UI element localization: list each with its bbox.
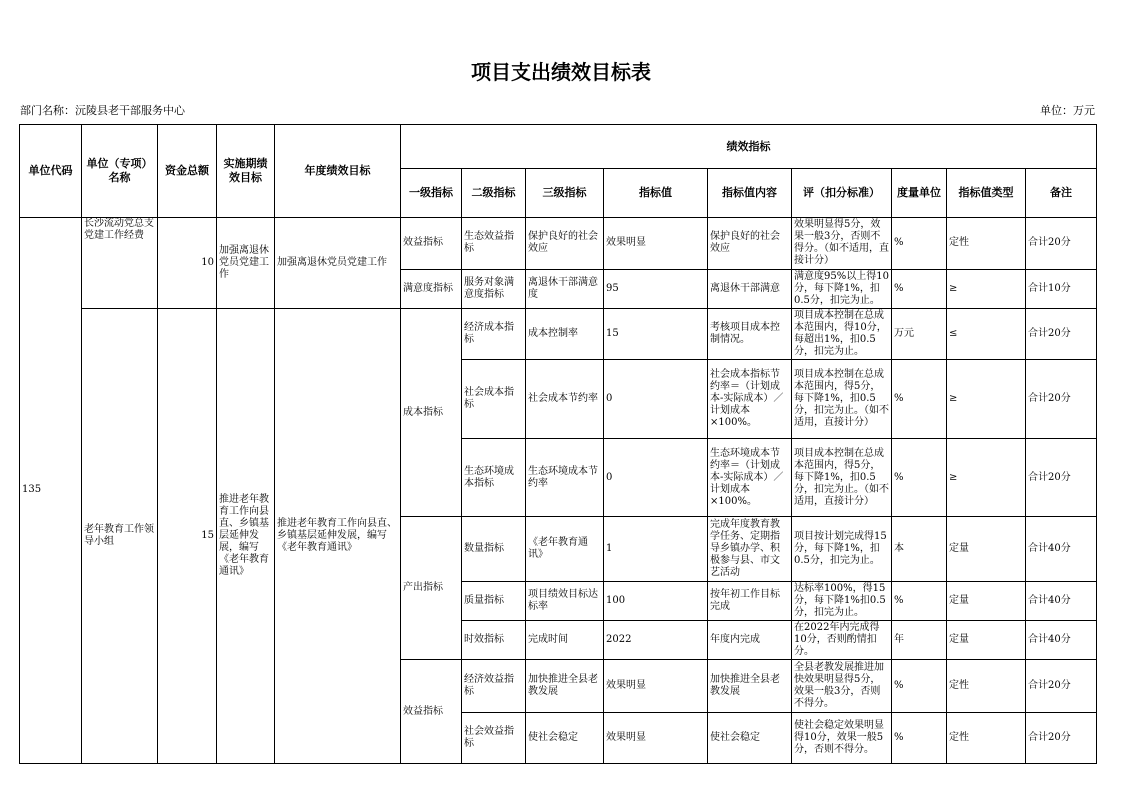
note-cell: 合计20分 xyxy=(1026,360,1097,438)
level2-cell: 经济成本指标 xyxy=(462,309,526,360)
header-level1: 一级指标 xyxy=(401,169,462,217)
content-cell: 考核项目成本控制情况。 xyxy=(708,309,792,360)
value-type-cell: 定性 xyxy=(947,712,1026,763)
level3-cell: 生态环境成本节约率 xyxy=(526,438,604,516)
measure-unit-cell: % xyxy=(892,269,947,308)
measure-unit-cell: % xyxy=(892,581,947,620)
level1-cell: 成本指标 xyxy=(401,309,462,517)
score-cell: 在2022年内完成得10分，否则酌情扣分。 xyxy=(792,621,892,660)
level1-cell: 满意度指标 xyxy=(401,269,462,308)
table-row xyxy=(20,309,1097,360)
level2-cell: 质量指标 xyxy=(462,581,526,620)
level3-cell: 成本控制率 xyxy=(526,309,604,360)
level2-cell: 生态效益指标 xyxy=(462,217,526,269)
level2-cell: 数量指标 xyxy=(462,517,526,581)
value-cell: 2022 xyxy=(604,621,708,660)
measure-unit-cell: 万元 xyxy=(892,309,947,360)
level3-cell: 加快推进全县老教发展 xyxy=(526,660,604,712)
content-cell: 年度内完成 xyxy=(708,621,792,660)
value-type-cell: 定量 xyxy=(947,517,1026,581)
header-level3: 三级指标 xyxy=(526,169,604,217)
note-cell: 合计20分 xyxy=(1026,309,1097,360)
score-cell: 项目按计划完成得15分，每下降1%，扣0.5分，扣完为止。 xyxy=(792,517,892,581)
note-cell: 合计40分 xyxy=(1026,621,1097,660)
header-content: 指标值内容 xyxy=(708,169,792,217)
header-measure-unit: 度量单位 xyxy=(892,169,947,217)
value-type-cell: ≥ xyxy=(947,269,1026,308)
score-cell: 项目成本控制在总成本范围内，得5分，每下降1%，扣0.5分，扣完为止。（如不适用，直接计分） xyxy=(792,360,892,438)
department-name: 部门名称：沅陵县老干部服务中心 xyxy=(20,104,185,117)
period-goal-cell: 推进老年教育工作向县直、乡镇基层延伸发展，编写《老年教育通讯》 xyxy=(217,309,275,764)
value-cell: 15 xyxy=(604,309,708,360)
content-cell: 社会成本指标节约率＝（计划成本-实际成本）／计划成本×100%。 xyxy=(708,360,792,438)
header-unit-name: 单位（专项）名称 xyxy=(82,125,158,218)
period-goal-cell: 加强离退休党员党建工作 xyxy=(217,217,275,309)
content-cell: 使社会稳定 xyxy=(708,712,792,763)
value-type-cell: 定性 xyxy=(947,660,1026,712)
value-cell: 0 xyxy=(604,360,708,438)
level2-cell: 时效指标 xyxy=(462,621,526,660)
project-name-cell: 长沙流动党总支党建工作经费 xyxy=(82,217,158,309)
annual-goal-cell: 加强离退休党员党建工作 xyxy=(275,217,401,309)
level2-cell: 服务对象满意度指标 xyxy=(462,269,526,308)
level2-cell: 经济效益指标 xyxy=(462,660,526,712)
level3-cell: 社会成本节约率 xyxy=(526,360,604,438)
content-cell: 加快推进全县老教发展 xyxy=(708,660,792,712)
measure-unit-cell: % xyxy=(892,360,947,438)
level1-cell: 产出指标 xyxy=(401,517,462,660)
level3-cell: 完成时间 xyxy=(526,621,604,660)
note-cell: 合计40分 xyxy=(1026,581,1097,620)
value-cell: 效果明显 xyxy=(604,712,708,763)
measure-unit-cell: % xyxy=(892,660,947,712)
header-perf-indicators: 绩效指标 xyxy=(401,125,1097,169)
value-cell: 1 xyxy=(604,517,708,581)
header-score: 评（扣分标准） xyxy=(792,169,892,217)
score-cell: 全县老教发展推进加快效果明显得5分，效果一般3分，否则不得分。 xyxy=(792,660,892,712)
project-name-cell: 老年教育工作领导小组 xyxy=(82,309,158,764)
score-cell: 项目成本控制在总成本范围内，得10分，每超出1%，扣0.5分，扣完为止。 xyxy=(792,309,892,360)
value-type-cell: ≥ xyxy=(947,360,1026,438)
score-cell: 达标率100%，得15分，每下降1%扣0.5分，扣完为止。 xyxy=(792,581,892,620)
value-cell: 95 xyxy=(604,269,708,308)
project-funds-cell: 10 xyxy=(158,217,217,309)
measure-unit-cell: % xyxy=(892,712,947,763)
header-unit-code: 单位代码 xyxy=(20,125,82,218)
measure-unit-cell: % xyxy=(892,217,947,269)
note-cell: 合计20分 xyxy=(1026,660,1097,712)
value-type-cell: 定量 xyxy=(947,621,1026,660)
value-cell: 效果明显 xyxy=(604,660,708,712)
value-cell: 100 xyxy=(604,581,708,620)
page-title: 项目支出绩效目标表 xyxy=(471,60,651,84)
level3-cell: 离退休干部满意度 xyxy=(526,269,604,308)
measure-unit-cell: 本 xyxy=(892,517,947,581)
header-row-1 xyxy=(20,125,1097,169)
value-type-cell: 定性 xyxy=(947,217,1026,269)
level1-cell: 效益指标 xyxy=(401,217,462,269)
level3-cell: 项目绩效目标达标率 xyxy=(526,581,604,620)
note-cell: 合计40分 xyxy=(1026,517,1097,581)
content-cell: 保护良好的社会效应 xyxy=(708,217,792,269)
value-type-cell: ≥ xyxy=(947,438,1026,516)
measure-unit-cell: % xyxy=(892,438,947,516)
level2-cell: 社会效益指标 xyxy=(462,712,526,763)
header-value: 指标值 xyxy=(604,169,708,217)
level3-cell: 《老年教育通讯》 xyxy=(526,517,604,581)
note-cell: 合计20分 xyxy=(1026,217,1097,269)
project-funds-cell: 15 xyxy=(158,309,217,764)
level3-cell: 保护良好的社会效应 xyxy=(526,217,604,269)
score-cell: 项目成本控制在总成本范围内，得5分，每下降1%，扣0.5分，扣完为止。（如不适用，直接计分） xyxy=(792,438,892,516)
note-cell: 合计20分 xyxy=(1026,438,1097,516)
header-value-type: 指标值类型 xyxy=(947,169,1026,217)
currency-unit: 单位：万元 xyxy=(1040,104,1095,117)
note-cell: 合计20分 xyxy=(1026,712,1097,763)
annual-goal-cell: 推进老年教育工作向县直、乡镇基层延伸发展，编写《老年教育通讯》 xyxy=(275,309,401,764)
content-cell: 生态环境成本节约率＝（计划成本-实际成本）／计划成本×100%。 xyxy=(708,438,792,516)
performance-table xyxy=(19,124,1097,764)
level2-cell: 社会成本指标 xyxy=(462,360,526,438)
score-cell: 效果明显得5分，效果一般3分，否则不得分。（如不适用，直接计分） xyxy=(792,217,892,269)
value-type-cell: 定量 xyxy=(947,581,1026,620)
measure-unit-cell: 年 xyxy=(892,621,947,660)
unit-code-cell: 135 xyxy=(20,217,82,763)
table-row xyxy=(20,217,1097,269)
content-cell: 完成年度教育教学任务、定期指导乡镇办学、积极参与县、市文艺活动 xyxy=(708,517,792,581)
level2-cell: 生态环境成本指标 xyxy=(462,438,526,516)
header-level2: 二级指标 xyxy=(462,169,526,217)
value-cell: 0 xyxy=(604,438,708,516)
content-cell: 离退休干部满意 xyxy=(708,269,792,308)
content-cell: 按年初工作目标完成 xyxy=(708,581,792,620)
value-type-cell: ≤ xyxy=(947,309,1026,360)
value-cell: 效果明显 xyxy=(604,217,708,269)
header-note: 备注 xyxy=(1026,169,1097,217)
header-annual-goal: 年度绩效目标 xyxy=(275,125,401,218)
level1-cell: 效益指标 xyxy=(401,660,462,764)
level3-cell: 使社会稳定 xyxy=(526,712,604,763)
header-funds-total: 资金总额 xyxy=(158,125,217,218)
score-cell: 使社会稳定效果明显得10分，效果一般5分，否则不得分。 xyxy=(792,712,892,763)
note-cell: 合计10分 xyxy=(1026,269,1097,308)
score-cell: 满意度95%以上得10分，每下降1%，扣0.5分，扣完为止。 xyxy=(792,269,892,308)
header-period-goal: 实施期绩效目标 xyxy=(217,125,275,218)
